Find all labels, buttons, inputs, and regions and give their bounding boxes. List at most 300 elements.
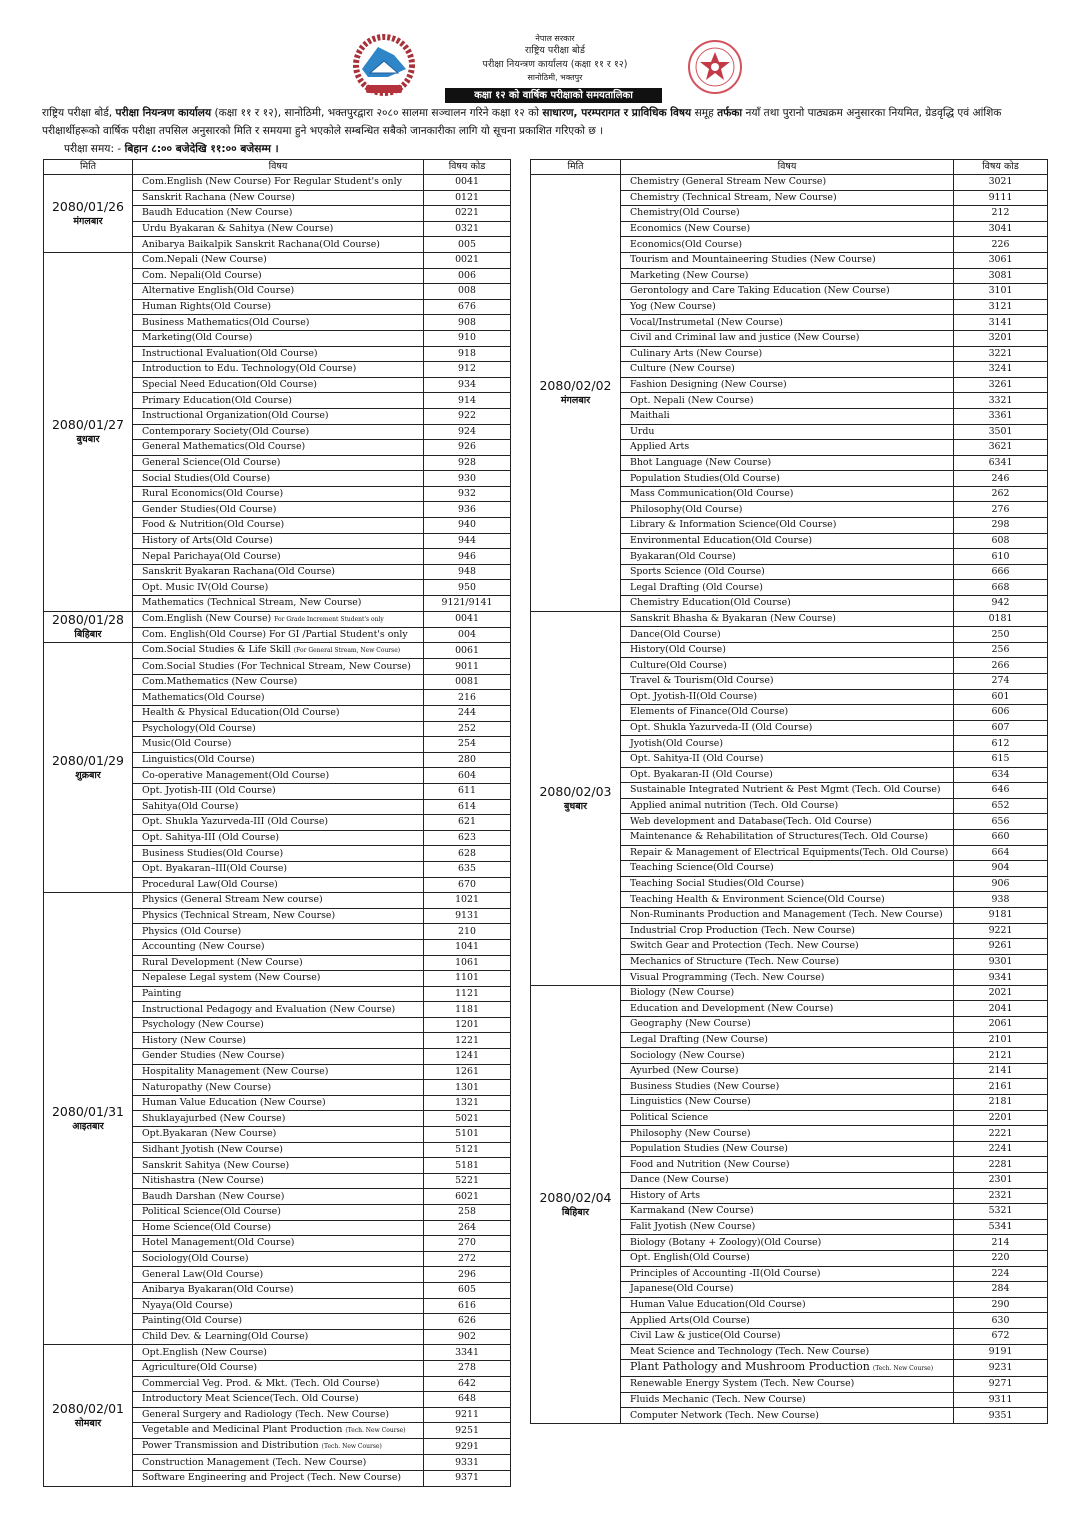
subject-name: Food and Nutrition (New Course) [630,1158,790,1170]
subject-code: 2241 [954,1141,1048,1157]
subject-code: 676 [424,299,511,315]
subject-name-cell [133,783,424,799]
subject-name: Library & Information Science(Old Course) [630,519,837,531]
subject-name-cell [133,971,424,987]
subject-name-cell [133,362,424,378]
subject-name-cell [621,1079,954,1095]
table-row [44,643,511,659]
subject-code: 9341 [954,970,1048,986]
subject-name-cell [621,1360,954,1377]
subject-name: Mechanics of Structure (Tech. New Course) [630,955,840,967]
document-header [0,0,1080,110]
subject-code: 3081 [954,268,1048,284]
subject-name: Non-Ruminants Production and Management (Tech. New Course) [630,909,943,921]
subject-name-cell [133,1470,424,1486]
subject-name-cell [133,1095,424,1111]
subject-name: Software Engineering and Project (Tech. New Course) [142,1472,402,1484]
subject-name: Principles of Accounting -II(Old Course) [630,1267,821,1279]
subject-name: Philosophy (New Course) [630,1127,751,1139]
subject-code: 2181 [954,1095,1048,1111]
subject-code: 606 [954,705,1048,721]
subject-code: 3141 [954,315,1048,331]
subject-name: Culture (New Course) [630,363,735,375]
subject-code: 607 [954,720,1048,736]
subject-name-cell [621,1408,954,1424]
subject-name: Music(Old Course) [142,738,232,750]
subject-code: 9131 [424,908,511,924]
subject-name: Anibarya Baikalpik Sanskrit Rachana(Old Course) [142,238,380,250]
subject-code: 3621 [954,440,1048,456]
subject-name-cell [621,939,954,955]
subject-name-cell [621,705,954,721]
subject-name-cell [621,1377,954,1393]
subject-name-cell [133,1064,424,1080]
subject-name-cell [621,1266,954,1282]
subject-name-cell [133,252,424,268]
subject-code: 940 [424,518,511,534]
subject-name: Meat Science and Technology (Tech. New Course) [630,1345,870,1357]
subject-name-cell [133,237,424,253]
subject-code: 2101 [954,1032,1048,1048]
subject-name: Culture(Old Course) [630,659,727,671]
timing-label: परीक्षा समय: - [64,143,125,155]
subject-name: Dance(Old Course) [630,628,721,640]
subject-name: General Science(Old Course) [142,456,281,468]
exam-date-cell [44,893,133,1345]
header-location: सानोठिमी, भक्तपुर [527,73,583,82]
subject-name-cell [133,1142,424,1158]
subject-name: Opt. English(Old Course) [630,1252,750,1264]
subject-code: 212 [954,206,1048,222]
subject-code: 9011 [424,659,511,675]
subject-name-cell [133,393,424,409]
subject-name-cell [621,658,954,674]
subject-name-cell [133,502,424,518]
subject-name: Teaching Science(Old Course) [630,862,774,874]
subject-name: Opt. Music IV(Old Course) [142,581,269,593]
subject-code: 9231 [954,1360,1048,1377]
subject-code: 1101 [424,971,511,987]
subject-name-cell [133,1173,424,1189]
subject-name-cell [621,861,954,877]
subject-code: 5321 [954,1204,1048,1220]
subject-name: Plant Pathology and Mushroom Production [630,1360,870,1374]
subject-name-cell [133,564,424,580]
subject-code: 9371 [424,1470,511,1486]
subject-code: 5101 [424,1127,511,1143]
subject-name-cell [621,486,954,502]
subject-name-cell [621,346,954,362]
subject-name-cell [621,533,954,549]
subject-name-cell [133,549,424,565]
subject-name: Nepal Parichaya(Old Course) [142,550,281,562]
subject-code: 0041 [424,611,511,627]
subject-name: Com.Social Studies & Life Skill [142,644,291,656]
subject-name-cell [621,362,954,378]
subject-code: 250 [954,627,1048,643]
subject-name: Opt.Byakaran (New Course) [142,1128,277,1140]
subject-name: Accounting (New Course) [142,941,265,953]
subject-code: 3061 [954,252,1048,268]
subject-name: Introduction to Edu. Technology(Old Course) [142,363,357,375]
subject-code: 210 [424,924,511,940]
subject-name-cell [621,783,954,799]
subject-code: 948 [424,564,511,580]
subject-name-cell [133,1251,424,1267]
subject-code: 3021 [954,175,1048,191]
subject-name-cell [621,455,954,471]
subject-name-cell [133,315,424,331]
subject-code: 942 [954,596,1048,612]
subject-name-cell [621,1048,954,1064]
subject-code: 608 [954,533,1048,549]
subject-note: (Tech. New Course) [872,1365,934,1373]
schedule-table-right [530,159,1048,1424]
subject-name: Com. English(Old Course) For GI /Partial Student's only [142,628,408,640]
subject-name: Renewable Energy System (Tech. New Course) [630,1378,855,1390]
subject-name: Maithali [630,410,670,422]
subject-code: 912 [424,362,511,378]
subject-name: Construction Management (Tech. New Course) [142,1456,367,1468]
subject-code: 272 [424,1251,511,1267]
subject-name-cell [133,643,424,659]
subject-code: 648 [424,1392,511,1408]
subject-name: History(Old Course) [630,644,726,656]
subject-code: 5021 [424,1111,511,1127]
subject-name-cell [621,736,954,752]
subject-code: 9351 [954,1408,1048,1424]
subject-code: 910 [424,330,511,346]
subject-name-cell [133,1236,424,1252]
subject-code: 930 [424,471,511,487]
header-gov: नेपाल सरकार [535,34,575,43]
subject-code: 914 [424,393,511,409]
subject-name: Psychology(Old Course) [142,722,256,734]
subject-name-cell [133,1345,424,1361]
subject-code: 6341 [954,455,1048,471]
subject-code: 944 [424,533,511,549]
subject-name-cell [133,408,424,424]
subject-name: Nyaya(Old Course) [142,1299,233,1311]
subject-code: 628 [424,846,511,862]
subject-name-cell [621,408,954,424]
subject-name: Biology (Botany + Zoology)(Old Course) [630,1236,822,1248]
subject-code: 258 [424,1205,511,1221]
subject-code: 670 [424,877,511,893]
subject-code: 615 [954,751,1048,767]
subject-name: Linguistics (New Course) [630,1096,751,1108]
subject-name-cell [621,1173,954,1189]
subject-name: Chemistry (Technical Stream, New Course) [630,191,837,203]
subject-name-cell [621,876,954,892]
subject-code: 2161 [954,1079,1048,1095]
subject-code: 9331 [424,1455,511,1471]
subject-name-cell [621,564,954,580]
subject-name: Shuklayajurbed (New Course) [142,1112,286,1124]
exam-date: 2080/02/01 [51,1400,125,1416]
exam-weekday: शुक्रबार [75,770,101,782]
subject-code: 264 [424,1220,511,1236]
subject-name: Introductory Meat Science(Tech. Old Course) [142,1393,359,1405]
subject-name: Com. Nepali(Old Course) [142,269,262,281]
subject-name: Falit Jyotish (New Course) [630,1221,756,1233]
subject-code: 904 [954,861,1048,877]
subject-code: 2201 [954,1110,1048,1126]
subject-name-cell [621,954,954,970]
subject-name: Ayurbed (New Course) [630,1065,739,1077]
subject-code: 2301 [954,1173,1048,1189]
subject-name-cell [133,1455,424,1471]
subject-code: 9121/9141 [424,596,511,612]
subject-name: History (New Course) [142,1034,246,1046]
exam-date: 2080/01/29 [51,753,125,769]
subject-name: Opt. Shukla Yazurveda-II (Old Course) [630,722,813,734]
subject-name-cell [621,1204,954,1220]
subject-name-cell [621,549,954,565]
table-row [44,252,511,268]
subject-name-cell [133,1423,424,1439]
subject-code: 0081 [424,674,511,690]
subject-name-cell [133,190,424,206]
nepal-government-emblem-icon [348,33,420,99]
subject-name: Political Science [630,1111,709,1123]
subject-name: Human Rights(Old Course) [142,301,272,313]
subject-name: Web development and Database(Tech. Old Course) [630,815,872,827]
subject-name-cell [621,175,954,191]
subject-name-cell [621,1235,954,1251]
subject-code: 252 [424,721,511,737]
subject-name: Opt. Byakaran-II (Old Course) [630,768,773,780]
exam-date: 2080/02/02 [539,378,612,394]
subject-name-cell [621,798,954,814]
subject-name-cell [133,175,424,191]
subject-name-cell [621,1282,954,1298]
subject-code: 922 [424,408,511,424]
subject-code: 2281 [954,1157,1048,1173]
subject-name-cell [133,1080,424,1096]
subject-name-cell [621,237,954,253]
subject-name: Opt. Byakaran–III(Old Course) [142,863,288,875]
notice-paragraph [42,104,1042,140]
subject-name-cell [133,596,424,612]
subject-name-cell [133,1392,424,1408]
subject-name: Tourism and Mountaineering Studies (New Course) [630,254,876,266]
exam-weekday: आइतबार [72,1121,104,1133]
subject-name: Sustainable Integrated Nutrient & Pest Mgmt (Tech. Old Course) [630,784,941,796]
subject-name-cell [621,642,954,658]
subject-name: Opt. Jyotish-II(Old Course) [630,690,757,702]
subject-name-cell [133,846,424,862]
subject-name: Political Science(Old Course) [142,1206,281,1218]
subject-code: 932 [424,486,511,502]
subject-code: 254 [424,737,511,753]
subject-name: Economics (New Course) [630,223,751,235]
subject-code: 928 [424,455,511,471]
subject-code: 1201 [424,1017,511,1033]
subject-code: 642 [424,1376,511,1392]
subject-name-cell [621,221,954,237]
notice-bold: तर्फका [717,107,743,119]
subject-code: 226 [954,237,1048,253]
exam-date: 2080/01/31 [51,1104,125,1120]
subject-name: Naturopathy (New Course) [142,1081,272,1093]
subject-name-cell [621,923,954,939]
subject-code: 244 [424,706,511,722]
subject-name-cell [621,330,954,346]
subject-name: Gerontology and Care Taking Education (New Course) [630,285,890,297]
subject-name-cell [621,1313,954,1329]
subject-name: Commercial Veg. Prod. & Mkt. (Tech. Old Course) [142,1377,380,1389]
subject-name: History of Arts [630,1189,701,1201]
subject-name: General Mathematics(Old Course) [142,441,306,453]
subject-code: 1181 [424,1002,511,1018]
subject-code: 616 [424,1298,511,1314]
subject-name-cell [133,518,424,534]
subject-name-cell [621,814,954,830]
exam-weekday: बुधबार [76,434,100,446]
subject-name: Home Science(Old Course) [142,1221,271,1233]
subject-code: 630 [954,1313,1048,1329]
subject-code: 664 [954,845,1048,861]
subject-code: 605 [424,1282,511,1298]
subject-name: Business Studies (New Course) [630,1080,780,1092]
subject-name: Agriculture(Old Course) [142,1362,258,1374]
subject-name: Dance (New Course) [630,1174,729,1186]
subject-name: Painting [142,987,182,999]
subject-name-cell [133,299,424,315]
subject-name: Physics (Old Course) [142,925,242,937]
subject-name-cell [133,674,424,690]
subject-name-cell [621,1063,954,1079]
notice-text: (कक्षा ११ र १२), सानोठिमी, भक्तपुरद्वारा २०८० सालमा सञ्चालन गरिने कक्षा १२ को [211,107,543,119]
subject-code: 9271 [954,1377,1048,1393]
subject-name: Economics(Old Course) [630,238,743,250]
subject-name: Special Need Education(Old Course) [142,379,317,391]
notice-text: राष्ट्रिय परीक्षा बोर्ड, [42,107,116,119]
subject-name: Applied animal nutrition (Tech. Old Course) [630,800,839,812]
subject-name-cell [133,1376,424,1392]
subject-name-cell [133,533,424,549]
subject-name: Mathematics(Old Course) [142,691,265,703]
subject-name: Baudh Education (New Course) [142,207,293,219]
subject-name: Chemistry(Old Course) [630,207,740,219]
table-row [531,175,1048,191]
subject-name-cell [133,939,424,955]
subject-name: Jyotish(Old Course) [630,737,723,749]
table-header-row [531,160,1048,175]
subject-name: Computer Network (Tech. New Course) [630,1409,819,1421]
subject-code: 936 [424,502,511,518]
subject-name-cell [133,986,424,1002]
subject-name-cell [133,486,424,502]
subject-name-cell [621,1001,954,1017]
subject-code: 1041 [424,939,511,955]
subject-name-cell [133,627,424,643]
subject-name: Opt. Sahitya-II (Old Course) [630,753,764,765]
subject-name: Anibarya Byakaran(Old Course) [142,1284,294,1296]
subject-code: 5181 [424,1158,511,1174]
subject-name-cell [133,471,424,487]
subject-name-cell [621,299,954,315]
subject-name: Byakaran(Old Course) [630,550,736,562]
exam-weekday: बिहिबार [561,1206,590,1218]
subject-code: 284 [954,1282,1048,1298]
subject-code: 601 [954,689,1048,705]
subject-name-cell [133,690,424,706]
subject-name-cell [621,627,954,643]
subject-name-cell [133,424,424,440]
table-row [531,985,1048,1001]
subject-code: 2021 [954,985,1048,1001]
subject-name-cell [621,767,954,783]
subject-name: Physics (Technical Stream, New Course) [142,910,336,922]
subject-name: Alternative English(Old Course) [142,285,295,297]
subject-name: Gender Studies (New Course) [142,1050,285,1062]
subject-note: (Tech. New Course) [345,1427,406,1435]
subject-name-cell [621,471,954,487]
subject-name-cell [133,330,424,346]
subject-name: Linguistics(Old Course) [142,754,255,766]
subject-name-cell [133,1407,424,1423]
subject-code: 656 [954,814,1048,830]
subject-name-cell [133,1298,424,1314]
subject-code: 2121 [954,1048,1048,1064]
subject-name: Human Value Education (New Course) [142,1097,326,1109]
subject-name: Biology (New Course) [630,987,735,999]
subject-name-cell [621,315,954,331]
exam-weekday: मंगलबार [73,215,103,227]
subject-name-cell [133,752,424,768]
subject-name: Sanskrit Sahitya (New Course) [142,1159,290,1171]
subject-name-cell [621,284,954,300]
subject-name-cell [133,455,424,471]
exam-weekday: मंगलबार [560,395,591,407]
subject-code: 3221 [954,346,1048,362]
subject-code: 3101 [954,284,1048,300]
subject-name-cell [621,440,954,456]
subject-code: 3241 [954,362,1048,378]
subject-code: 214 [954,1235,1048,1251]
subject-code: 672 [954,1328,1048,1344]
subject-code: 9261 [954,939,1048,955]
subject-name-cell [133,1111,424,1127]
subject-name: Japanese(Old Course) [630,1283,734,1295]
subject-name: Hotel Management(Old Course) [142,1237,295,1249]
subject-code: 610 [954,549,1048,565]
subject-name: Rural Economics(Old Course) [142,488,284,500]
subject-name-cell [133,1282,424,1298]
subject-name: Sociology (New Course) [630,1049,745,1061]
subject-code: 266 [954,658,1048,674]
subject-name-cell [133,1439,424,1455]
subject-code: 1221 [424,1033,511,1049]
subject-name-cell [621,985,954,1001]
subject-code: 9291 [424,1439,511,1455]
table-row [531,611,1048,627]
subject-name-cell [621,1392,954,1408]
subject-name: Health & Physical Education(Old Course) [142,707,340,719]
subject-name-cell [133,706,424,722]
subject-code: 9301 [954,954,1048,970]
subject-code: 9311 [954,1392,1048,1408]
subject-name: Com.English (New Course) For Regular Student's only [142,176,402,188]
subject-name-cell [621,393,954,409]
subject-name: Gender Studies(Old Course) [142,503,277,515]
subject-code: 926 [424,440,511,456]
subject-code: 9211 [424,1407,511,1423]
exam-date-cell [44,175,133,253]
subject-code: 3121 [954,299,1048,315]
